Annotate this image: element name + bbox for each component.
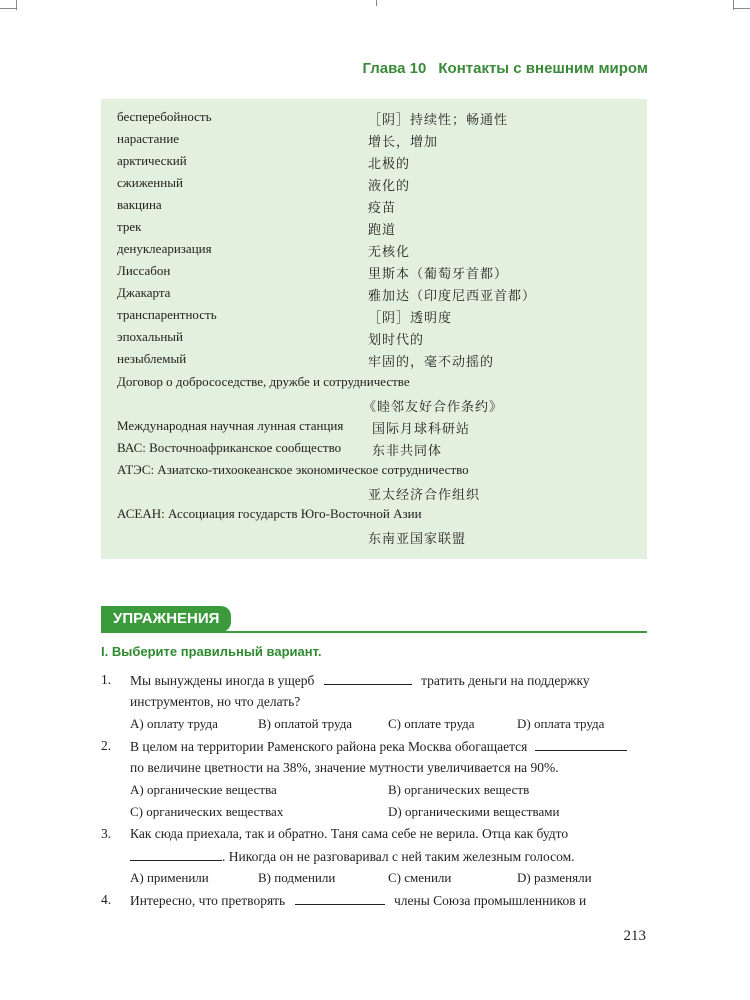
answer-option-a[interactable]: A) органические вещества bbox=[130, 782, 277, 797]
question-number: 3. bbox=[101, 826, 112, 841]
question-text bbox=[130, 738, 627, 755]
answer-option-a[interactable]: A) оплату труда bbox=[130, 716, 218, 731]
vocab-translation: 东非共同体 bbox=[372, 443, 443, 458]
question-text-part: Мы вынуждены иногда в ущерб bbox=[130, 673, 315, 688]
answer-option-d[interactable]: D) разменяли bbox=[517, 870, 592, 885]
answer-option-c[interactable]: C) сменили bbox=[388, 870, 452, 885]
vocab-translation: 牢固的，毫不动摇的 bbox=[368, 354, 495, 369]
crop-mark bbox=[376, 0, 377, 6]
question-text: Как сюда приехала, так и обратно. Таня сама себе не верила. Отца как будто bbox=[130, 826, 569, 841]
crop-mark bbox=[733, 0, 734, 10]
answer-option-c[interactable]: C) оплате труда bbox=[388, 716, 475, 731]
vocab-translation: ［阴］持续性；畅通性 bbox=[368, 112, 509, 127]
page-number: 213 bbox=[623, 928, 646, 944]
vocab-term: Договор о добрососедстве, дружбе и сотрудничестве bbox=[117, 374, 410, 389]
answer-option-a[interactable]: A) применили bbox=[130, 870, 209, 885]
crop-mark bbox=[0, 8, 16, 9]
answer-option-c[interactable]: C) органических веществах bbox=[130, 804, 284, 819]
vocab-translation: 《睦邻友好合作条约》 bbox=[363, 399, 504, 414]
chapter-number: Глава 10 bbox=[362, 60, 427, 77]
question-number: 4. bbox=[101, 892, 112, 907]
vocab-term: Международная научная лунная станция bbox=[117, 418, 344, 433]
vocab-translation: 液化的 bbox=[368, 178, 411, 193]
question-text-part: В целом на территории Раменского района река Москва обогащается bbox=[130, 739, 528, 754]
vocab-term: бесперебойность bbox=[117, 109, 212, 124]
answer-blank[interactable] bbox=[295, 892, 385, 905]
question-text-part: . Никогда он не разговаривал с ней таким железным голосом. bbox=[222, 849, 575, 864]
question-text-part: тратить деньги на поддержку bbox=[421, 673, 590, 688]
answer-blank[interactable] bbox=[535, 738, 627, 751]
answer-option-b[interactable]: B) оплатой труда bbox=[258, 716, 353, 731]
vocab-term: транспарентность bbox=[117, 307, 217, 322]
question-text: инструментов, но что делать? bbox=[130, 694, 301, 709]
vocab-translation: ［阴］透明度 bbox=[368, 310, 453, 325]
vocab-term: Лиссабон bbox=[117, 263, 171, 278]
crop-mark bbox=[734, 8, 750, 9]
task-title: I. Выберите правильный вариант. bbox=[101, 644, 322, 659]
question-text bbox=[130, 892, 586, 909]
answer-blank[interactable] bbox=[130, 848, 222, 861]
answer-option-d[interactable]: D) органическими веществами bbox=[388, 804, 560, 819]
question-text: по величине цветности на 38%, значение мутности увеличивается на 90%. bbox=[130, 760, 559, 775]
vocab-term: незыблемый bbox=[117, 351, 187, 366]
vocab-translation: 增长，增加 bbox=[368, 134, 439, 149]
vocab-translation: 跑道 bbox=[368, 222, 397, 237]
question-text-part: члены Союза промышленников и bbox=[393, 893, 587, 908]
vocab-translation: 疫苗 bbox=[368, 200, 397, 215]
vocab-translation: 亚太经济合作组织 bbox=[368, 487, 481, 502]
vocabulary-box bbox=[101, 99, 647, 559]
vocab-translation: 里斯本（葡萄牙首都） bbox=[368, 266, 509, 281]
vocab-term: нарастание bbox=[117, 131, 180, 146]
answer-option-b[interactable]: B) органических веществ bbox=[388, 782, 530, 797]
vocab-translation: 北极的 bbox=[368, 156, 411, 171]
vocab-term: АТЭС: Азиатско-тихоокеанское экономическое сотрудничество bbox=[117, 462, 469, 477]
vocab-term: Джакарта bbox=[117, 285, 171, 300]
question-text bbox=[130, 848, 575, 865]
vocab-term: вакцина bbox=[117, 197, 162, 212]
vocab-term: эпохальный bbox=[117, 329, 183, 344]
crop-mark bbox=[16, 0, 17, 10]
question-number: 1. bbox=[101, 672, 112, 687]
vocab-term: АСЕАН: Ассоциация государств Юго-Восточной Азии bbox=[117, 506, 422, 521]
question-number: 2. bbox=[101, 738, 112, 753]
vocab-term: денуклеаризация bbox=[117, 241, 212, 256]
vocab-translation: 国际月球科研站 bbox=[372, 421, 471, 436]
answer-option-d[interactable]: D) оплата труда bbox=[517, 716, 605, 731]
vocab-term: трек bbox=[117, 219, 142, 234]
question-text-part: Интересно, что претворять bbox=[130, 893, 286, 908]
vocab-translation: 无核化 bbox=[368, 244, 411, 259]
chapter-title: Контакты с внешним миром bbox=[438, 60, 648, 77]
vocab-translation: 雅加达（印度尼西亚首都） bbox=[368, 288, 537, 303]
section-title: УПРАЖНЕНИЯ bbox=[101, 606, 231, 632]
answer-option-b[interactable]: B) подменили bbox=[258, 870, 336, 885]
section-divider bbox=[101, 631, 647, 633]
answer-blank[interactable] bbox=[324, 672, 412, 685]
vocab-term: ВАС: Восточноафриканское сообщество bbox=[117, 440, 342, 455]
vocab-term: сжиженный bbox=[117, 175, 183, 190]
vocab-translation: 东南亚国家联盟 bbox=[368, 531, 467, 546]
running-header bbox=[363, 60, 648, 77]
vocab-translation: 划时代的 bbox=[368, 332, 425, 347]
question-text bbox=[130, 672, 590, 689]
vocab-term: арктический bbox=[117, 153, 187, 168]
